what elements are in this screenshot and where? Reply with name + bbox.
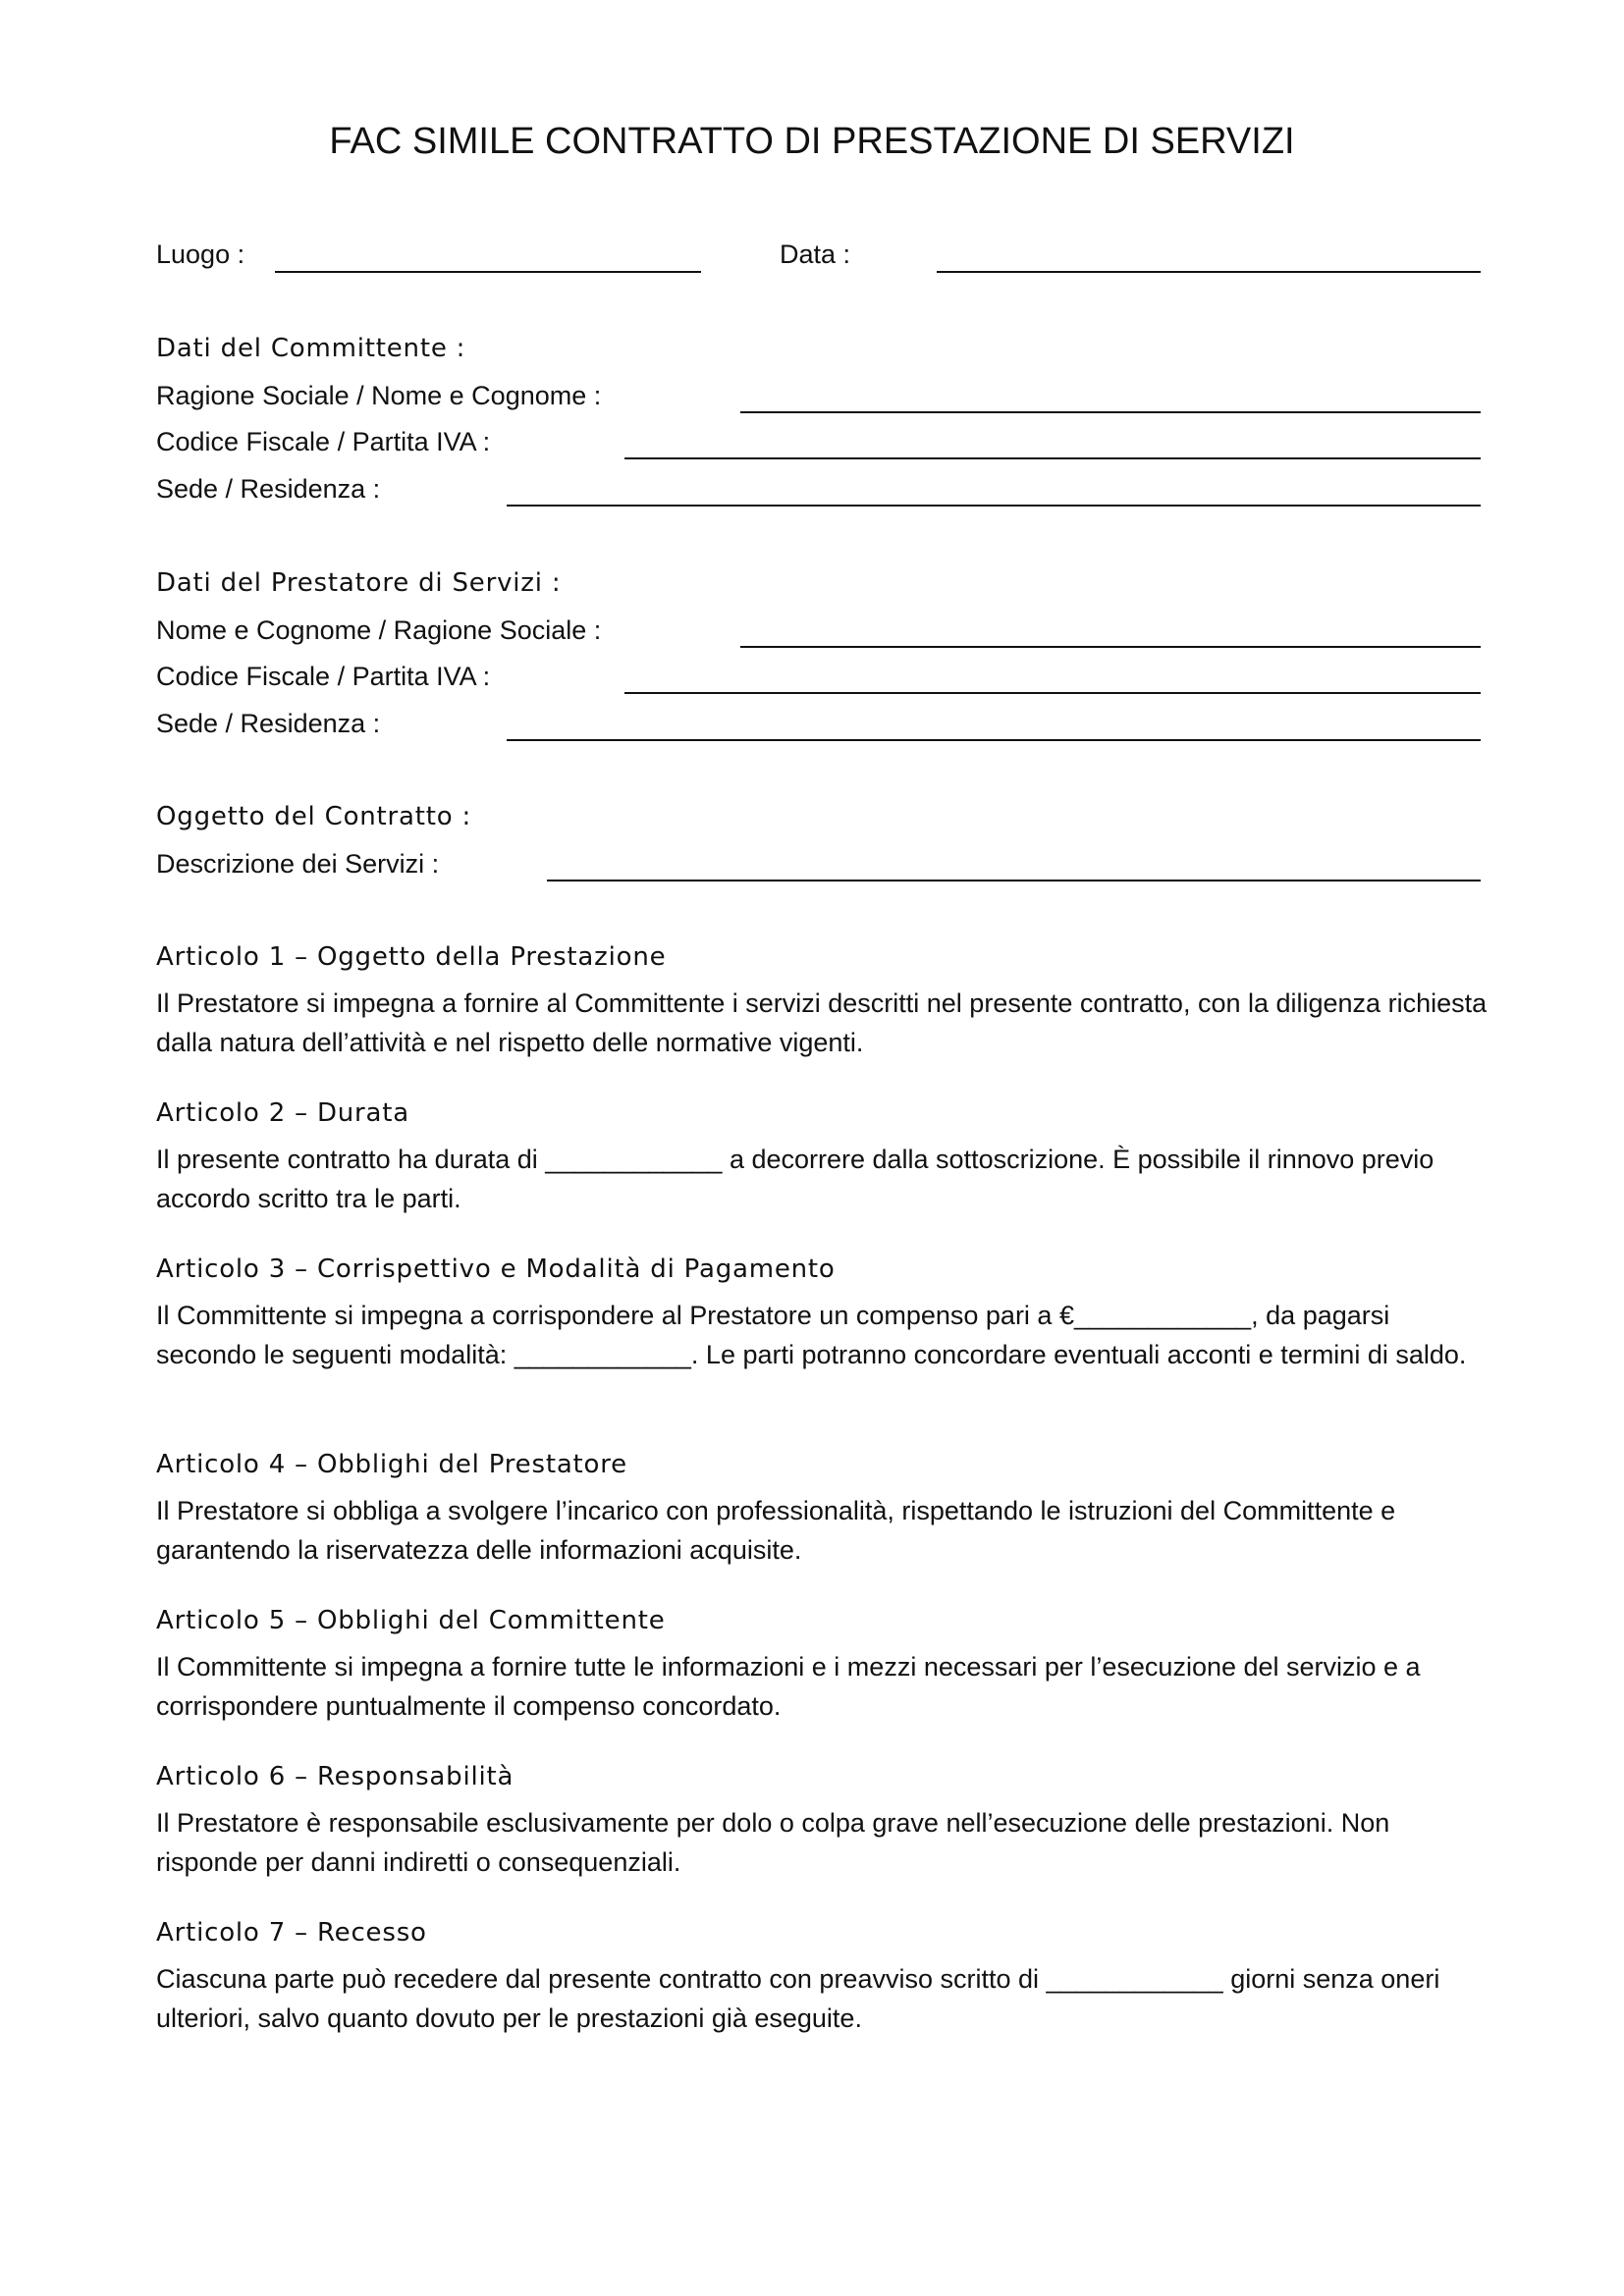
prestatore-codice-label: Codice Fiscale / Partita IVA : <box>156 662 491 691</box>
descrizione-field-line[interactable] <box>547 880 1481 881</box>
committente-codice-field-line[interactable] <box>624 457 1481 459</box>
articolo-6-body: Il Prestatore è responsabile esclusivamente per dolo o colpa grave nell’esecuzione delle prestazioni. Non risponde per danni indiretti o consequenziali. <box>156 1808 1390 1877</box>
committente-ragione-label: Ragione Sociale / Nome e Cognome : <box>156 381 602 410</box>
articolo-1-body: Il Prestatore si impegna a fornire al Committente i servizi descritti nel presente contratto, con la diligenza richiesta dalla natura dell’attività e nel rispetto delle normative vigenti. <box>156 988 1488 1057</box>
committente-sede-field-line[interactable] <box>507 505 1481 507</box>
committente-codice-label: Codice Fiscale / Partita IVA : <box>156 427 491 456</box>
prestatore-heading: Dati del Prestatore di Servizi : <box>156 568 562 598</box>
prestatore-nome-label: Nome e Cognome / Ragione Sociale : <box>156 615 602 645</box>
articolo-1-heading: Articolo 1 – Oggetto della Prestazione <box>156 942 667 972</box>
luogo-label: Luogo : <box>156 240 245 269</box>
committente-heading: Dati del Committente : <box>156 334 466 363</box>
data-field-line[interactable] <box>937 271 1481 273</box>
articolo-5-heading: Articolo 5 – Obblighi del Committente <box>156 1606 666 1635</box>
prestatore-sede-label: Sede / Residenza : <box>156 709 381 738</box>
prestatore-codice-field-line[interactable] <box>624 692 1481 694</box>
oggetto-heading: Oggetto del Contratto : <box>156 802 472 831</box>
articolo-4-body: Il Prestatore si obbliga a svolgere l’incarico con professionalità, rispettando le istruzioni del Committente e garantendo la riservatezza delle informazioni acquisite. <box>156 1496 1396 1565</box>
descrizione-label: Descrizione dei Servizi : <box>156 849 440 879</box>
articolo-3-body: Il Committente si impegna a corrispondere al Prestatore un compenso pari a €____________, da pagarsi secondo le seguenti modalità: ____________. Le parti potranno concordare eventuali acconti e termini di saldo. <box>156 1301 1467 1369</box>
committente-ragione-field-line[interactable] <box>740 411 1481 413</box>
data-label: Data : <box>780 240 851 269</box>
articolo-5-body: Il Committente si impegna a fornire tutte le informazioni e i mezzi necessari per l’esecuzione del servizio e a corrispondere puntualmente il compenso concordato. <box>156 1652 1421 1721</box>
prestatore-nome-field-line[interactable] <box>740 646 1481 648</box>
articolo-7-body: Ciascuna parte può recedere dal presente contratto con preavviso scritto di ____________ giorni senza oneri ulteriori, salvo quanto dovuto per le prestazioni già eseguite. <box>156 1964 1440 2033</box>
articolo-3-heading: Articolo 3 – Corrispettivo e Modalità di Pagamento <box>156 1255 836 1284</box>
luogo-field-line[interactable] <box>275 271 701 273</box>
articolo-4-heading: Articolo 4 – Obblighi del Prestatore <box>156 1450 627 1479</box>
articolo-6-heading: Articolo 6 – Responsabilità <box>156 1762 514 1791</box>
prestatore-sede-field-line[interactable] <box>507 739 1481 741</box>
document-title: FAC SIMILE CONTRATTO DI PRESTAZIONE DI SERVIZI <box>329 121 1295 162</box>
articolo-7-heading: Articolo 7 – Recesso <box>156 1918 427 1948</box>
articolo-2-body: Il presente contratto ha durata di ____________ a decorrere dalla sottoscrizione. È possibile il rinnovo previo accordo scritto tra le parti. <box>156 1145 1435 1213</box>
committente-sede-label: Sede / Residenza : <box>156 474 381 504</box>
articolo-2-heading: Articolo 2 – Durata <box>156 1098 410 1128</box>
